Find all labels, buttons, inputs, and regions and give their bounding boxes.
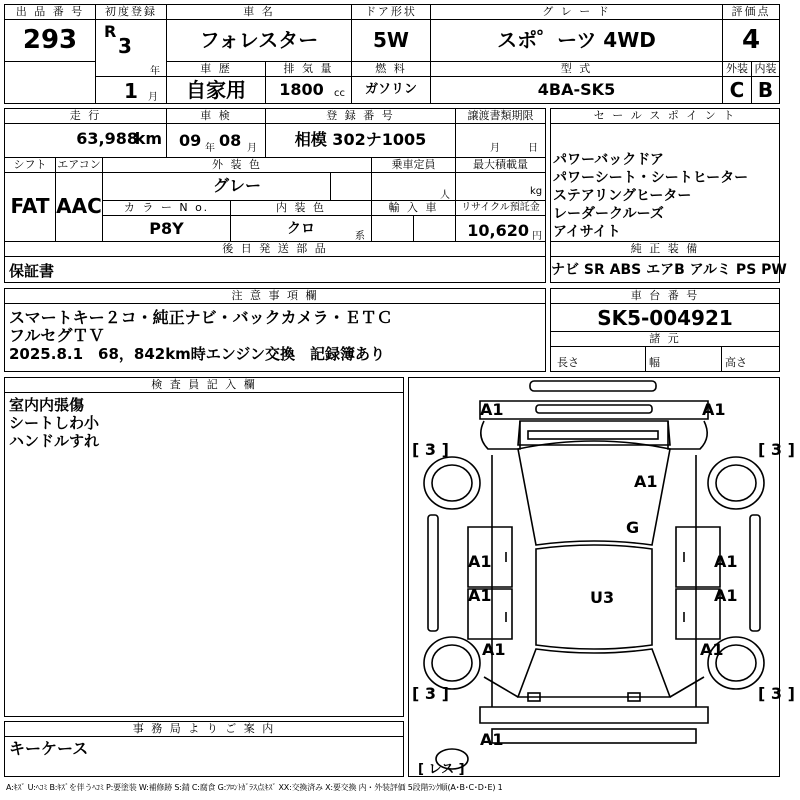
color-header: 外 装 色 (103, 158, 371, 173)
load-unit: kg (530, 186, 543, 197)
month-unit: 月 (148, 92, 158, 103)
grade-cell (430, 4, 723, 62)
exterior-cell (722, 61, 752, 104)
tire-front-right: [ 3 ] (758, 440, 795, 459)
spare-tire: [ レス ] (418, 762, 465, 777)
recycle-header: リサイクル預託金 (456, 201, 545, 216)
mark-rear-left-door: A1 (468, 586, 492, 605)
office-cell (4, 721, 404, 777)
model-cell (430, 61, 723, 104)
interior-header: 内装 (752, 62, 779, 77)
fuel-cell (351, 61, 431, 104)
recycle-cell (455, 200, 546, 242)
shift: FAT (10, 194, 50, 218)
inspection-year: 09 (179, 131, 202, 150)
name-cell (166, 4, 352, 62)
ac-header: エアコン (57, 158, 101, 171)
door-cell (351, 4, 431, 62)
ac: AAC (56, 194, 102, 218)
color-no-header: カ ラ ー N o. (103, 201, 230, 216)
shift-header: シフト (5, 158, 55, 173)
grade-header: グ レ ー ド (431, 5, 722, 20)
lot-blank (4, 61, 96, 104)
color-divider (330, 172, 331, 201)
displacement-header: 排 気 量 (266, 62, 351, 77)
registration-header: 登 録 番 号 (266, 109, 455, 124)
sales-points-cell (550, 108, 780, 242)
chassis-cell (550, 288, 780, 332)
history-cell (166, 61, 266, 104)
lot-number-cell (4, 4, 96, 62)
note-line: 2025.8.1 68，842km時エンジン交換 記録簿あり (9, 345, 386, 363)
inspection-header: 車 検 (167, 109, 265, 124)
grade: スポ゜ーツ 4WD (497, 28, 656, 52)
sales-point-item: パワーシート・シートヒーター (553, 170, 749, 186)
ac-cell (55, 157, 103, 242)
first-reg-year: 3 (118, 34, 132, 58)
score-header: 評価点 (723, 5, 779, 20)
mileage-cell (4, 108, 167, 158)
dims-divider-1 (645, 346, 646, 372)
model-header: 型 式 (431, 62, 722, 77)
tire-front-left: [ 3 ] (412, 440, 449, 459)
mark-windshield: G (626, 518, 640, 537)
color-cell (102, 157, 372, 201)
tire-rear-left: [ 3 ] (412, 684, 449, 703)
transfer-cell (455, 108, 546, 158)
inspector-line: 室内内張傷 (9, 396, 85, 414)
sales-points-header: セ ー ル ス ポ イ ン ト (551, 109, 779, 124)
name-header: 車 名 (167, 5, 351, 20)
mark-rear: A1 (480, 730, 504, 749)
sales-point-item: アイサイト (553, 224, 621, 240)
mark-front-right-door: A1 (714, 552, 738, 571)
displacement-cell (265, 61, 352, 104)
dimensions-header: 諸 元 (551, 332, 779, 347)
interior-cell (751, 61, 780, 104)
exterior-header: 外装 (723, 62, 751, 77)
capacity-header: 乗車定員 (372, 158, 455, 173)
inspector-line: シートしわ小 (9, 414, 100, 432)
import-divider (413, 215, 414, 242)
first-reg-header: 初度登録 (96, 5, 166, 20)
mark-front-right: A1 (702, 400, 726, 419)
load-cell (455, 157, 546, 201)
lot-number: 293 (22, 25, 78, 55)
year-unit: 年 (150, 66, 160, 77)
later-parts: 保証書 (9, 262, 55, 280)
int-color-cell (230, 200, 372, 242)
legend: A:ｷｽﾞ U:ﾍｺﾐ B:ｷｽﾞを伴うﾍｺﾐ P:要塗装 W:補修跡 S:錆 C:腐食 G:ﾌﾛﾝﾄｶﾞﾗｽ点ｷｽﾞ XX:交換済み X:要交換 内・外装評価 5段階ﾗﾝｸ順(A･B･C･D･E) 1 (6, 783, 503, 792)
transfer-header: 譲渡書類期限 (456, 109, 545, 124)
inspection-month-unit: 月 (247, 143, 257, 154)
exterior-score: C (729, 78, 745, 102)
mark-rear-right-door: A1 (714, 586, 738, 605)
capacity-unit: 人 (440, 190, 450, 201)
registration-number: 相模 302ナ1005 (294, 130, 427, 149)
int-color-header: 内 装 色 (231, 201, 371, 216)
door-type: 5W (373, 28, 409, 52)
first-reg-month: 1 (124, 79, 138, 103)
later-parts-header: 後 日 発 送 部 品 (5, 242, 545, 257)
notes-header: 注 意 事 項 欄 (5, 289, 545, 304)
width-label: 幅 (649, 356, 660, 369)
displacement: 1800 (279, 80, 324, 99)
sales-points-list (553, 151, 748, 241)
inspector-line: ハンドルすれ (9, 432, 100, 450)
office-note: キーケース (9, 739, 89, 758)
displacement-unit: cc (334, 88, 345, 99)
int-color-unit: 系 (355, 231, 365, 242)
chassis-number: SK5-004921 (597, 306, 733, 330)
inspector-lines (9, 396, 99, 450)
history: 自家用 (186, 78, 246, 102)
import-header: 輸 入 車 (372, 201, 455, 216)
dims-divider-2 (721, 346, 722, 372)
dimensions-cell (550, 331, 780, 372)
era: R (104, 22, 117, 41)
transfer-day-unit: 日 (528, 143, 538, 154)
transfer-month-unit: 月 (490, 143, 500, 154)
inspection-cell (166, 108, 266, 158)
equipment: ナビ SR ABS エアB アルミ PS PW (551, 262, 787, 278)
notes-lines (9, 309, 393, 363)
sales-point-item: パワーバックドア (553, 152, 664, 168)
inspection-year-unit: 年 (205, 143, 215, 154)
lot-number-header: 出 品 番 号 (5, 5, 95, 20)
equipment-header: 純 正 装 備 (551, 242, 779, 257)
score-cell (722, 4, 780, 62)
fuel-header: 燃 料 (352, 62, 430, 77)
mileage-unit: km (134, 129, 162, 148)
note-line: スマートキー２コ・純正ナビ・バックカメラ・ＥＴＣ (9, 308, 393, 327)
note-line: フルセグＴＶ (9, 326, 105, 345)
model: 4BA-SK5 (537, 80, 616, 99)
mileage: 63,988 (76, 129, 138, 148)
car-diagram-outline (408, 377, 780, 777)
inspector-header: 検 査 員 記 入 欄 (5, 378, 403, 393)
mark-front-left-door: A1 (468, 552, 492, 571)
interior-score: B (757, 78, 774, 102)
history-header: 車 歴 (167, 62, 265, 77)
tire-rear-right: [ 3 ] (758, 684, 795, 703)
inspector-cell (4, 377, 404, 717)
equipment-cell (550, 241, 787, 283)
score: 4 (741, 25, 761, 55)
mark-rear-left-fender: A1 (482, 640, 506, 659)
load-header: 最大積載量 (456, 158, 545, 173)
height-label: 高さ (725, 356, 747, 369)
mark-roof: U3 (590, 588, 615, 607)
car-name: フォレスター (199, 28, 319, 52)
sales-point-item: ステアリングヒーター (553, 188, 692, 204)
mark-front-left: A1 (480, 400, 504, 419)
color: グレー (212, 176, 261, 195)
inspection-month: 08 (219, 131, 242, 150)
door-header: ドア形状 (352, 5, 430, 20)
mileage-header: 走 行 (5, 109, 166, 124)
mark-rear-right-fender: A1 (700, 640, 724, 659)
notes-cell (4, 288, 546, 372)
color-no-cell (102, 200, 231, 242)
chassis-header: 車 台 番 号 (551, 289, 779, 304)
capacity-cell (371, 157, 456, 201)
length-label: 長さ (557, 356, 579, 369)
recycle-fee: 10,620 (467, 221, 529, 240)
recycle-unit: 円 (532, 231, 542, 242)
sales-point-item: レーダークルーズ (553, 206, 664, 222)
shift-cell (4, 157, 56, 242)
color-no: P8Y (149, 219, 184, 238)
fuel: ガソリン (364, 82, 417, 97)
registration-cell (265, 108, 456, 158)
mark-hood: A1 (634, 472, 658, 491)
office-header: 事 務 局 よ り ご 案 内 (5, 722, 403, 737)
int-color: クロ (287, 221, 315, 237)
later-parts-cell (4, 241, 546, 283)
